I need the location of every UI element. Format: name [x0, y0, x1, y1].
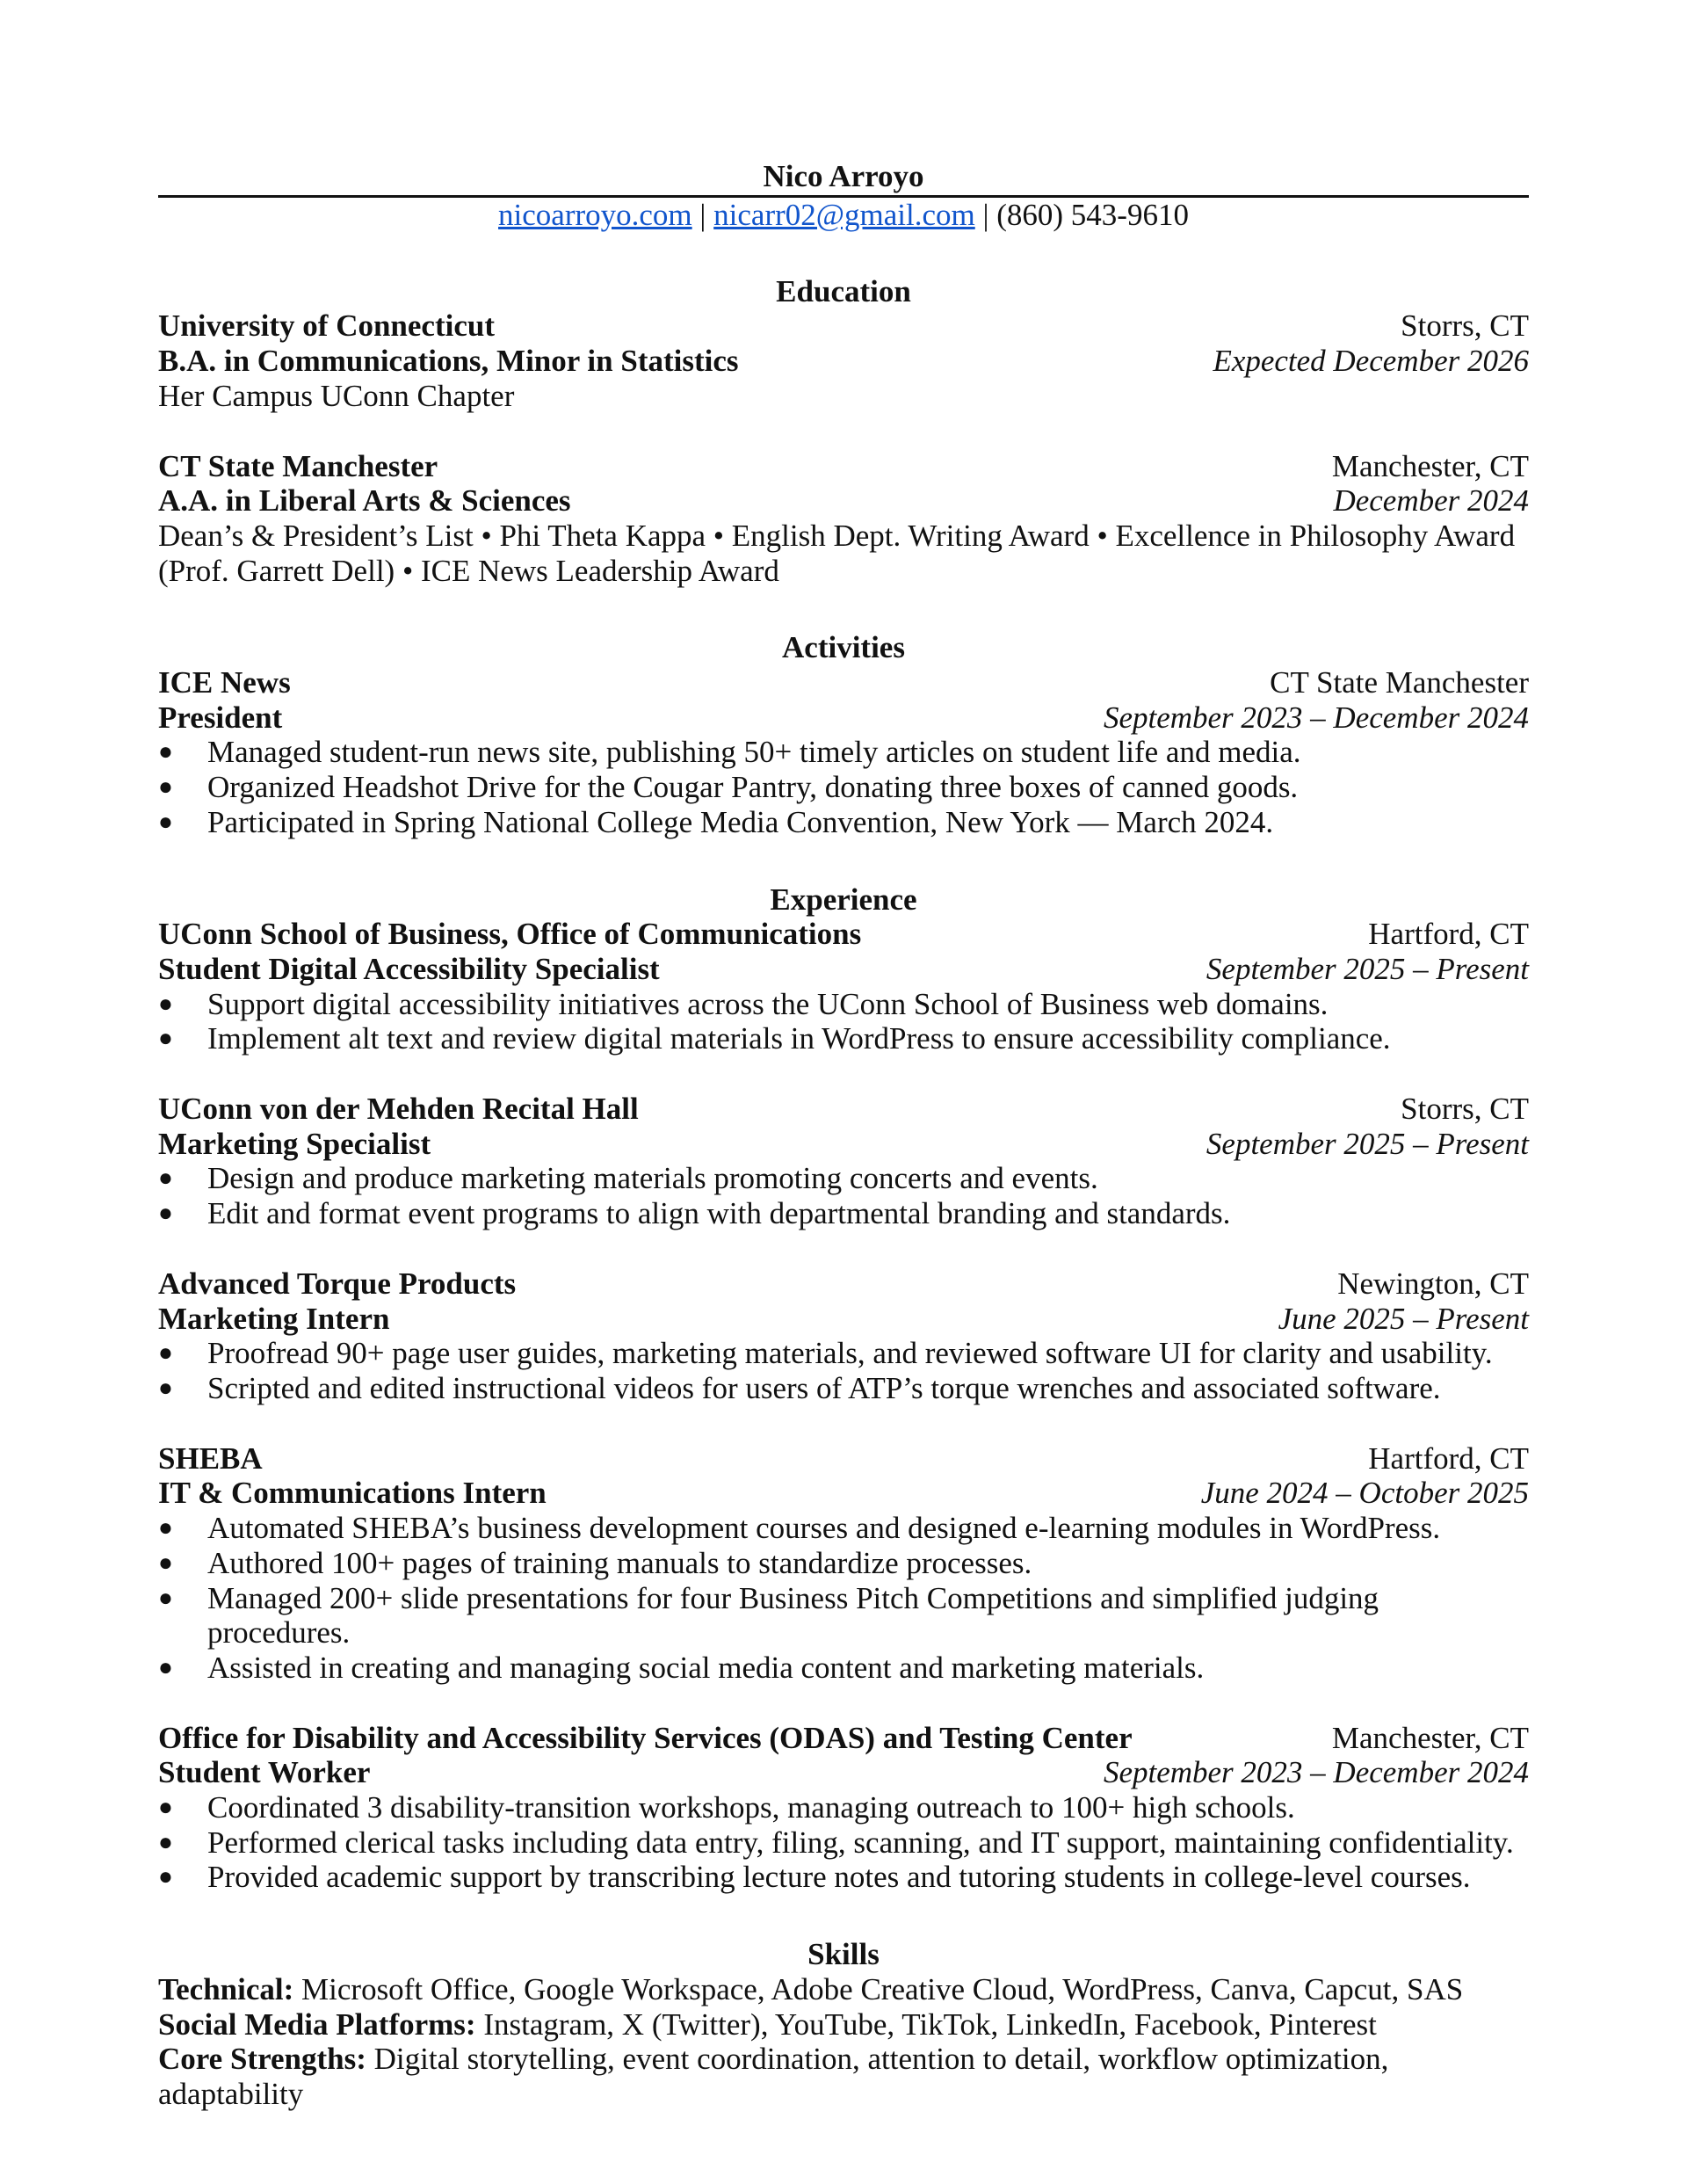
school-name: University of Connecticut — [158, 308, 496, 344]
bullet-item: ● Automated SHEBA’s business development courses and designed e-learning modules in WordPress. — [158, 1511, 1529, 1546]
role-date: June 2025 – Present — [1278, 1301, 1529, 1336]
contact-separator: | — [974, 198, 997, 232]
school-location: Manchester, CT — [1331, 448, 1529, 483]
role-title: Marketing Specialist — [158, 1126, 431, 1161]
degree: B.A. in Communications, Minor in Statistics — [158, 344, 739, 379]
skills-section — [158, 1937, 1529, 2112]
experience-section — [158, 882, 1529, 1896]
organization-location: Newington, CT — [1337, 1266, 1529, 1301]
role-date: September 2023 – December 2024 — [1103, 700, 1529, 735]
experience-entry — [158, 1266, 1529, 1406]
education-entry — [158, 449, 1529, 589]
organization-name: SHEBA — [158, 1440, 263, 1476]
bullet-item: ● Managed student-run news site, publishing 50+ timely articles on student life and media. — [158, 735, 1529, 770]
role-title: President — [158, 700, 283, 735]
organization-location: Hartford, CT — [1368, 917, 1529, 952]
bullet-item: ● Provided academic support by transcribing lecture notes and tutoring students in college-level courses. — [158, 1860, 1529, 1895]
education-date: Expected December 2026 — [1213, 344, 1529, 379]
experience-entry — [158, 1441, 1529, 1686]
organization-location: Hartford, CT — [1368, 1440, 1529, 1476]
education-entry — [158, 308, 1529, 413]
bullet-item: ● Edit and format event programs to align with departmental branding and standards. — [158, 1196, 1529, 1231]
bullet-item: ● Participated in Spring National College Media Convention, New York — March 2024. — [158, 805, 1529, 840]
role-title: Marketing Intern — [158, 1301, 390, 1336]
role-title: Student Worker — [158, 1755, 371, 1790]
organization-name: UConn von der Mehden Recital Hall — [158, 1092, 639, 1127]
resume-name: Nico Arroyo — [158, 158, 1529, 198]
organization-name: ICE News — [158, 665, 291, 700]
bullet-item: ● Organized Headshot Drive for the Cougar Pantry, donating three boxes of canned goods. — [158, 770, 1529, 805]
bullet-item: ● Managed 200+ slide presentations for four Business Pitch Competitions and simplified judging procedures. — [158, 1581, 1529, 1651]
bullet-item: ● Proofread 90+ page user guides, marketing materials, and reviewed software UI for clarity and usability. — [158, 1336, 1529, 1371]
bullet-list — [158, 1161, 1529, 1230]
education-section — [158, 274, 1529, 589]
experience-entry — [158, 917, 1529, 1056]
organization-name: Office for Disability and Accessibility Services (ODAS) and Testing Center — [158, 1720, 1133, 1755]
skill-line-core-strengths — [158, 2042, 1529, 2111]
bullet-item: ● Authored 100+ pages of training manuals to standardize processes. — [158, 1546, 1529, 1581]
bullet-list — [158, 1790, 1529, 1895]
skill-line-technical — [158, 1972, 1529, 2007]
section-title: Education — [776, 273, 911, 308]
role-date: September 2025 – Present — [1206, 951, 1529, 986]
role-date: June 2024 – October 2025 — [1200, 1476, 1529, 1511]
email-link[interactable]: nicarr02@gmail.com — [713, 198, 975, 232]
bullet-item: ● Performed clerical tasks including data entry, filing, scanning, and IT support, maintaining confidentiality. — [158, 1825, 1529, 1861]
skill-label: Technical: — [158, 1971, 294, 2006]
bullet-item: ● Design and produce marketing materials promoting concerts and events. — [158, 1161, 1529, 1196]
organization-location: Manchester, CT — [1331, 1720, 1529, 1755]
section-title: Activities — [782, 630, 905, 665]
bullet-list — [158, 1336, 1529, 1405]
bullet-item: ● Assisted in creating and managing social media content and marketing materials. — [158, 1651, 1529, 1686]
activities-section — [158, 630, 1529, 839]
website-link[interactable]: nicoarroyo.com — [498, 198, 692, 232]
contact-separator: | — [691, 198, 714, 232]
education-details: Dean’s & President’s List • Phi Theta Kappa • English Dept. Writing Award • Excellence in Philosophy Award (Prof. Garrett Dell) • ICE News Leadership Award — [158, 518, 1516, 588]
phone-number: (860) 543-9610 — [996, 198, 1189, 232]
contact-line — [158, 198, 1529, 233]
role-date: September 2025 – Present — [1206, 1126, 1529, 1161]
section-title: Experience — [770, 882, 917, 917]
organization-location: CT State Manchester — [1270, 665, 1529, 700]
skill-label: Core Strengths: — [158, 2042, 366, 2077]
degree: A.A. in Liberal Arts & Sciences — [158, 483, 571, 519]
bullet-item: ● Coordinated 3 disability-transition workshops, managing outreach to 100+ high schools. — [158, 1790, 1529, 1825]
organization-name: Advanced Torque Products — [158, 1266, 517, 1301]
school-location: Storrs, CT — [1401, 308, 1529, 344]
activity-entry — [158, 665, 1529, 840]
school-name: CT State Manchester — [158, 448, 438, 483]
role-title: IT & Communications Intern — [158, 1476, 547, 1511]
skill-line-social-media — [158, 2007, 1529, 2043]
bullet-list — [158, 1511, 1529, 1686]
skill-value: Instagram, X (Twitter), YouTube, TikTok, LinkedIn, Facebook, Pinterest — [475, 2006, 1377, 2042]
organization-name: UConn School of Business, Office of Communications — [158, 917, 862, 952]
section-title: Skills — [807, 1937, 880, 1972]
experience-entry — [158, 1092, 1529, 1231]
organization-location: Storrs, CT — [1401, 1092, 1529, 1127]
bullet-item: ● Scripted and edited instructional videos for users of ATP’s torque wrenches and associated software. — [158, 1371, 1529, 1406]
role-date: September 2023 – December 2024 — [1103, 1755, 1529, 1790]
skill-label: Social Media Platforms: — [158, 2006, 476, 2042]
skill-value: Digital storytelling, event coordination, attention to detail, workflow optimization, adaptability — [158, 2042, 1389, 2111]
bullet-list — [158, 735, 1529, 839]
resume-content — [158, 158, 1529, 2112]
education-details: Her Campus UConn Chapter — [158, 378, 515, 413]
bullet-list — [158, 987, 1529, 1056]
experience-entry — [158, 1721, 1529, 1896]
bullet-item: ● Implement alt text and review digital materials in WordPress to ensure accessibility compliance. — [158, 1021, 1529, 1056]
education-date: December 2024 — [1333, 483, 1529, 519]
role-title: Student Digital Accessibility Specialist — [158, 951, 660, 986]
skill-value: Microsoft Office, Google Workspace, Adobe Creative Cloud, WordPress, Canva, Capcut, SAS — [293, 1971, 1464, 2006]
bullet-item: ● Support digital accessibility initiatives across the UConn School of Business web domains. — [158, 987, 1529, 1022]
